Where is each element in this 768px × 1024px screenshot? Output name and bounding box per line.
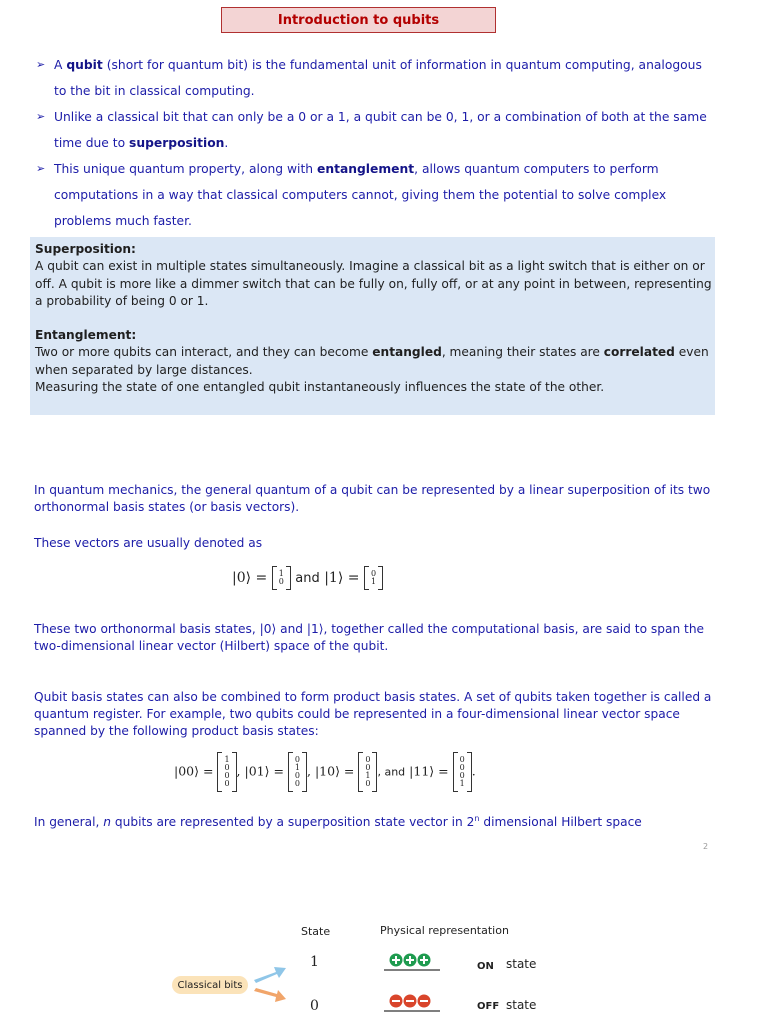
on-state-label: state <box>506 957 537 971</box>
intro-bullets <box>36 52 716 234</box>
physical-column-header: Physical representation <box>380 924 509 937</box>
equation-basis-vectors: |0⟩ = 1 0 and |1⟩ = 0 1 <box>232 566 383 590</box>
superposition-text: A qubit can exist in multiple states simultaneously. Imagine a classical bit as a light switch that is either on or off. A qubit is more like a dimmer switch that can be fully on, fully off, or at any point in between, representing a probability of being 0 or 1. <box>35 259 712 308</box>
entanglement-heading: Entanglement: <box>35 328 137 343</box>
paragraph-product-states: Qubit basis states can also be combined to form product basis states. A set of qubits taken together is called a quantum register. For example, two qubits could be represented in a four-dimensional linear vector space spanned by the following product basis states: <box>34 690 712 738</box>
arrow-bullet-icon: ➢ <box>36 110 46 123</box>
state-zero: 0 <box>310 998 319 1014</box>
paragraph-superposition: In quantum mechanics, the general quantum of a qubit can be represented by a linear superposition of its two orthonormal basis states (or basis vectors). <box>34 483 711 514</box>
vector-11: 0 0 0 1 <box>453 752 472 792</box>
on-label: ON <box>477 961 494 972</box>
classical-bits-diagram <box>0 900 768 1024</box>
entanglement-text: Two or more qubits can interact, and they can become entangled, meaning their states are correlated even when separated by large distances. <box>35 345 709 377</box>
arrows-icon <box>252 962 288 1006</box>
vector-10: 0 0 1 0 <box>358 752 377 792</box>
equation-product-basis: |00⟩ = 1 0 0 0 , |01⟩ = 0 1 0 0 , |10⟩ = 0 0 1 0 , and |11⟩ = 0 0 0 1 . <box>174 752 476 792</box>
paragraph-n-qubits: In general, n qubits are represented by a superposition state vector in 2$^n$ dimensional Hilbert space <box>34 814 642 830</box>
superposition-heading: Superposition: <box>35 242 136 256</box>
paragraph-computational-basis: These two orthonormal basis states, |0⟩ and |1⟩, together called the computational basis, are said to span the two-dimensional linear vector (Hilbert) space of the qubit. <box>34 622 705 653</box>
vector-01: 0 1 0 0 <box>288 752 307 792</box>
vector-1: 0 1 <box>364 566 383 590</box>
plus-charges-icon <box>382 950 442 972</box>
state-one: 1 <box>310 954 319 970</box>
vector-0: 1 0 <box>272 566 291 590</box>
classical-bits-label: Classical bits <box>172 976 248 994</box>
bullet-item: ➢ Unlike a classical bit that can only be a 0 or a 1, a qubit can be 0, 1, or a combination of both at the same time due to superposition. <box>36 104 716 156</box>
minus-charges-icon <box>382 991 442 1013</box>
arrow-bullet-icon: ➢ <box>36 162 46 175</box>
bullet-item: ➢ A qubit (short for quantum bit) is the fundamental unit of information in quantum computing, analogous to the bit in classical computing. <box>36 52 716 104</box>
off-state-label: state <box>506 998 537 1012</box>
paragraph-vectors: These vectors are usually denoted as <box>34 536 263 550</box>
arrow-bullet-icon: ➢ <box>36 58 46 71</box>
off-label: OFF <box>477 1001 500 1012</box>
page-title: Introduction to qubits <box>221 7 496 33</box>
page-number: 2 <box>703 842 709 851</box>
entanglement-text-2: Measuring the state of one entangled qubit instantaneously influences the state of the other. <box>35 380 605 395</box>
state-column-header: State <box>301 925 331 938</box>
definitions-box <box>30 237 715 415</box>
bullet-item: ➢ This unique quantum property, along with entanglement, allows quantum computers to perform computations in a way that classical computers cannot, giving them the potential to solve complex problems much faster. <box>36 156 716 234</box>
vector-00: 1 0 0 0 <box>217 752 236 792</box>
